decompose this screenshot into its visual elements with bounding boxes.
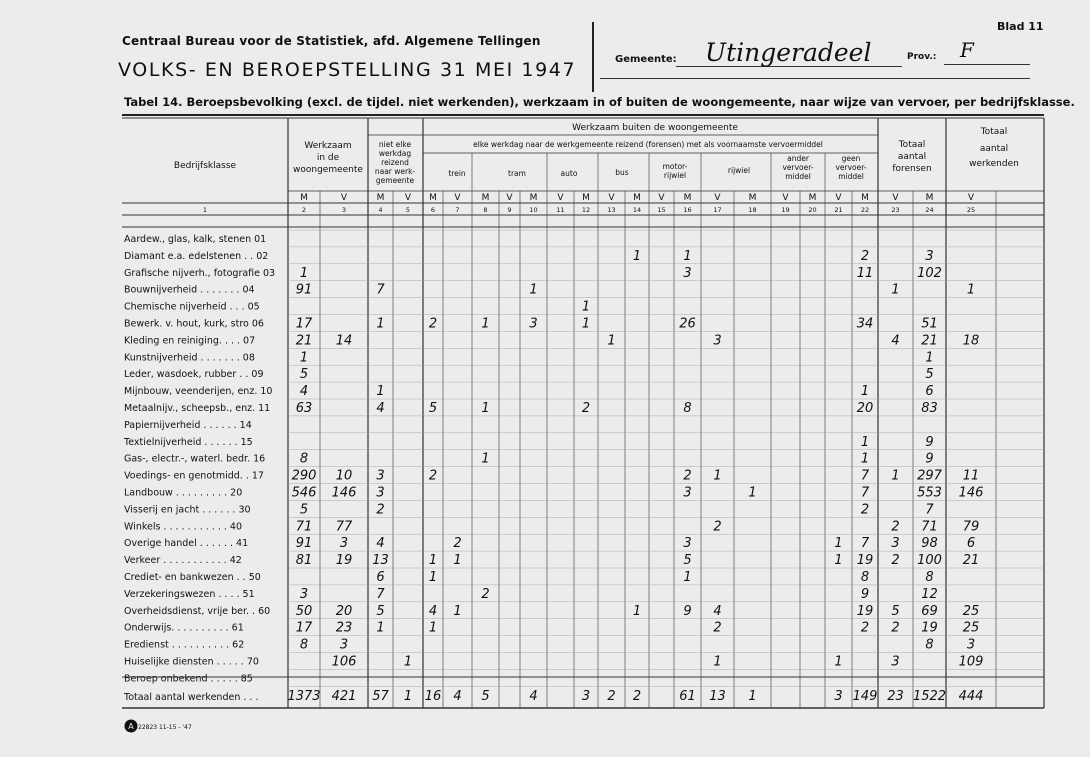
handwritten-cell: 3 [376,468,385,484]
handwritten-cell: 69 [921,603,938,619]
handwritten-cell: 1 [481,401,490,416]
header-totaal-werkenden-3: werkenden [969,159,1019,169]
gemeente-value: Utingeradeel [705,38,872,67]
total-cell: 5 [481,689,490,704]
header-niet-elke-5: gemeente [375,176,415,185]
total-cell: 4 [529,689,538,704]
handwritten-cell: 146 [331,485,357,501]
row-label: Verkeer . . . . . . . . . . . 42 [124,555,242,567]
handwritten-cell: 546 [291,485,317,501]
handwritten-cell: 1 [299,350,309,366]
handwritten-cell: 1 [632,603,642,619]
handwritten-cell: 1 [834,536,843,552]
row-label: Kleding en reiniging. . . . 07 [124,335,256,347]
row-label: Chemische nijverheid . . . 05 [124,301,260,313]
handwritten-cell: 6 [376,570,385,585]
row-label: Verzekeringswezen . . . . 51 [124,588,255,600]
handwritten-cell: 5 [683,553,692,569]
column-number: 16 [683,206,692,214]
handwritten-cell: 19 [856,553,874,569]
handwritten-cell: 3 [713,333,722,349]
handwritten-cell: 3 [376,485,385,501]
handwritten-cell: 1 [683,570,692,585]
row-label: Bewerk. v. hout, kurk, stro 06 [124,318,264,330]
handwritten-cell: 1 [860,451,870,467]
handwritten-cell: 1 [428,620,438,636]
column-number: 5 [405,206,411,214]
handwritten-cell: 3 [925,248,934,264]
handwritten-cell: 2 [891,553,900,569]
header-ander-3: middel [785,172,811,181]
handwritten-cell: 71 [921,519,938,535]
column-number: 17 [713,206,722,214]
handwritten-cell: 1 [481,316,490,332]
handwritten-cell: 3 [339,536,349,552]
form-title: VOLKS- EN BEROEPSTELLING 31 MEI 1947 [118,59,577,81]
handwritten-cell: 79 [962,519,980,535]
total-cell: 61 [679,689,696,704]
handwritten-cell: 4 [891,333,900,349]
column-number: 13 [607,206,616,214]
header-totaal-forensen-1: Totaal [898,140,926,150]
handwritten-cell: 91 [295,282,313,298]
handwritten-cell: 1 [299,265,309,281]
handwritten-cell: 1 [966,282,976,298]
handwritten-cell: 2 [891,620,900,636]
handwritten-cell: 17 [295,316,313,332]
province-label: Prov.: [907,52,937,62]
handwritten-cell: 1 [713,654,722,670]
handwritten-cell: 19 [921,620,938,636]
column-number: 4 [378,206,383,214]
handwritten-cell: 9 [860,586,870,602]
handwritten-cell: 3 [891,654,900,670]
handwritten-cell: 146 [958,485,984,501]
row-label: Gas-, electr.-, waterl. bedr. 16 [124,453,266,465]
handwritten-cell: 1 [376,384,385,400]
header-ander-1: ander [787,154,809,163]
handwritten-cell: 25 [962,603,980,619]
header-geen-1: geen [841,154,861,163]
handwritten-cell: 2 [860,502,870,518]
handwritten-cell: 1 [529,282,538,298]
column-number: 12 [581,206,591,214]
mv-label: V [835,193,842,203]
row-label: Aardew., glas, kalk, stenen 01 [124,234,267,245]
total-cell: 23 [887,689,904,704]
handwritten-cell: 5 [925,367,934,383]
handwritten-cell: 8 [299,451,309,467]
handwritten-cell: 1 [403,654,413,670]
handwritten-cell: 109 [958,654,984,670]
handwritten-cell: 1 [860,384,870,400]
header-niet-elke-1: niet elke [378,140,412,149]
row-label: Metaalnijv., scheepsb., enz. 11 [124,403,271,414]
handwritten-cell: 3 [339,637,349,653]
row-label: Diamant e.a. edelstenen . . 02 [124,250,269,262]
handwritten-cell: 1 [860,434,870,450]
row-label: Leder, wasdoek, rubber . . 09 [124,369,264,381]
mv-label: V [506,193,513,203]
handwritten-cell: 1 [607,333,616,349]
handwritten-cell: 4 [299,384,309,400]
handwritten-cell: 4 [376,401,385,416]
handwritten-cell: 8 [683,401,692,416]
header-niet-elke-2: werkdag [378,149,412,158]
form-print-code: 22823 11-15 - '47 [138,724,192,731]
handwritten-cell: 7 [376,282,385,298]
handwritten-cell: 1 [581,299,591,315]
row-label: Eredienst . . . . . . . . . . 62 [124,639,245,651]
handwritten-cell: 102 [917,265,942,281]
handwritten-cell: 9 [683,603,692,619]
handwritten-cell: 3 [683,265,692,281]
handwritten-cell: 17 [295,620,313,636]
handwritten-cell: 98 [921,536,938,552]
handwritten-cell: 5 [299,502,309,518]
handwritten-cell: 10 [335,468,353,484]
column-number: 24 [925,206,934,214]
handwritten-cell: 5 [428,401,438,416]
handwritten-cell: 2 [713,620,722,636]
handwritten-cell: 18 [962,333,980,349]
column-number: 25 [966,206,976,214]
column-number: 20 [808,206,817,214]
row-labels [123,234,275,703]
total-cell: 3 [834,689,843,704]
row-label: Overheidsdienst, vrije ber. . 60 [124,605,271,617]
handwritten-cell: 8 [925,570,934,585]
handwritten-cell: 6 [966,536,976,552]
handwritten-cell: 19 [856,603,874,619]
row-label: Voedings- en genotmidd. . 17 [124,470,264,482]
header-bus: bus [615,168,629,177]
handwritten-cell: 2 [860,620,870,636]
header-niet-elke-3: reizend [381,158,409,167]
row-label: Winkels . . . . . . . . . . . 40 [124,521,242,533]
handwritten-cell: 1 [834,553,843,569]
handwritten-cell: 11 [856,265,874,281]
mv-label: M [429,193,437,203]
header-totaal-forensen-3: forensen [892,164,932,174]
column-number-row [203,206,975,214]
handwritten-cell: 2 [428,468,438,484]
handwritten-cell: 21 [295,333,313,349]
mv-header-row [300,193,975,203]
handwritten-cell: 9 [925,451,934,467]
handwritten-cell: 1 [376,620,385,636]
column-number: 7 [455,206,460,214]
table-caption: Tabel 14. Beroepsbevolking (excl. de tijdel. niet werkenden), werkzaam in of buiten de woongemeente, naar wijze van vervoer, per bedrijfsklasse. [124,95,1075,109]
handwritten-cell: 1 [891,282,900,298]
handwritten-cell: 553 [917,485,942,501]
handwritten-cell: 9 [925,434,934,450]
row-label: Mijnbouw, veenderijen, enz. 10 [124,386,273,398]
column-number: 11 [556,206,565,214]
handwritten-cell: 2 [713,519,722,535]
handwritten-cell: 7 [860,468,870,484]
mv-label: V [714,193,721,203]
header-totaal-werkenden-1: Totaal [980,127,1008,137]
handwritten-cell: 1 [376,316,385,332]
header-bedrijfsklasse: Bedrijfsklasse [173,161,237,171]
handwritten-cell: 2 [376,502,385,518]
total-cell: 4 [453,689,462,704]
handwritten-cell: 3 [891,536,900,552]
header-trein: trein [448,169,466,178]
handwritten-cell: 2 [481,586,490,602]
handwritten-cell: 297 [917,468,942,484]
mv-label: V [608,193,615,203]
header-werkzaam-in-2: in de [316,153,340,163]
handwritten-cell: 1 [428,553,438,569]
handwritten-cell: 1 [834,654,843,670]
handwritten-cell: 11 [962,468,980,484]
handwritten-cell: 23 [335,620,353,636]
handwritten-cell: 1 [581,316,591,332]
handwritten-cell: 12 [921,586,938,602]
mv-label: V [340,193,348,203]
header-totaal-forensen-2: aantal [897,152,927,162]
handwritten-cell: 1 [453,603,462,619]
handwritten-cell: 1 [683,248,692,264]
mv-label: V [658,193,665,203]
handwritten-cell: 34 [856,316,874,332]
handwritten-cell: 1 [632,248,642,264]
handwritten-cell: 20 [856,401,874,416]
handwritten-cell: 20 [335,603,353,619]
header-geen-3: middel [838,172,864,181]
handwritten-cell: 7 [860,485,870,501]
row-label: Papiernijverheid . . . . . . 14 [124,419,252,431]
handwritten-cell: 3 [683,485,692,501]
mv-label: V [967,193,975,203]
mv-label: M [300,193,308,203]
handwritten-cell: 1 [713,468,722,484]
row-label: Textielnijverheid . . . . . . 15 [124,436,253,448]
handwritten-cell: 4 [376,536,385,552]
column-number: 22 [860,206,870,214]
handwritten-cell: 83 [921,401,938,416]
column-number: 23 [891,206,900,214]
header-motor-2: rijwiel [663,171,687,180]
handwritten-cell: 2 [891,519,900,535]
column-number: 10 [529,206,538,214]
handwritten-cell: 3 [966,637,976,653]
row-label: Grafische nijverh., fotografie 03 [124,267,276,279]
column-number: 9 [507,206,512,214]
mv-label: M [925,193,934,203]
sheet-number: Blad 11 [997,20,1044,33]
column-number: 21 [834,206,843,214]
handwritten-cell: 8 [860,570,870,585]
header-motor-1: motor- [662,162,688,171]
handwritten-cell: 100 [917,553,942,569]
mv-label: M [748,193,757,203]
column-number: 6 [430,206,436,214]
row-label: Crediet- en bankwezen . . 50 [124,572,261,583]
total-cell: 421 [331,689,357,704]
total-cell: 1 [748,689,757,704]
handwritten-cell: 106 [331,654,357,670]
mv-label: M [683,193,692,203]
handwritten-cell: 3 [529,316,538,332]
row-label: Kunstnijverheid . . . . . . . 08 [124,352,255,364]
mv-label: V [557,193,564,203]
handwritten-cell: 1 [925,350,934,366]
row-label: Overige handel . . . . . . 41 [124,538,249,550]
bureau-name: Centraal Bureau voor de Statistiek, afd. Algemene Tellingen [122,34,541,48]
column-number: 19 [781,206,790,214]
row-label: Huiselijke diensten . . . . . 70 [124,656,259,668]
printer-mark-icon [124,719,138,733]
handwritten-cell: 26 [679,316,696,332]
total-cell: 1522 [912,689,947,704]
header-rijwiel: rijwiel [727,166,751,175]
total-cell: 2 [607,689,616,704]
mv-label: M [861,193,869,203]
total-cell: 3 [581,689,591,704]
row-label: Visserij en jacht . . . . . . 30 [124,504,251,516]
gemeente-label: Gemeente: [615,54,677,65]
handwritten-cell: 6 [925,384,934,400]
header-totaal-werkenden-2: aantal [979,144,1009,154]
header-werkzaam-in-3: woongemeente [293,165,363,175]
handwritten-cell: 81 [295,553,313,569]
mv-label: V [782,193,789,203]
handwritten-cell: 2 [428,316,438,332]
total-cell: 16 [424,689,442,704]
header-niet-elke-4: naar werk- [374,167,416,176]
header-werkzaam-in-1: Werkzaam [304,141,352,151]
total-cell: 1373 [287,689,321,704]
handwritten-cell: 51 [921,316,938,332]
handwritten-cell: 1 [481,451,490,467]
mv-label: M [376,193,385,203]
column-number: 14 [632,206,642,214]
handwritten-cell: 1 [891,468,900,484]
handwritten-cell: 25 [962,620,980,636]
header-elke-werkdag: elke werkdag naar de werkgemeente reizend (forensen) met als voornaamste vervoermiddel [473,140,823,149]
handwritten-cell: 5 [299,367,309,383]
column-number: 18 [748,206,757,214]
total-cell: 444 [958,689,984,704]
row-label: Landbouw . . . . . . . . . 20 [124,487,243,499]
handwritten-cell: 8 [925,637,934,653]
handwritten-cell: 2 [683,468,692,484]
handwritten-cell: 14 [335,333,353,349]
handwritten-cell: 1 [453,553,462,569]
handwritten-cell: 19 [335,553,353,569]
mv-label: V [404,193,412,203]
handwritten-cell: 3 [299,586,309,602]
mv-label: M [582,193,590,203]
row-label: Beroep onbekend . . . . . 85 [124,673,253,685]
handwritten-cell: 7 [860,536,870,552]
handwritten-cell: 21 [962,553,980,569]
mv-label: M [481,193,490,203]
handwritten-cell: 1 [748,485,757,501]
handwritten-cell: 4 [428,603,438,619]
handwritten-cell: 5 [891,603,900,619]
mv-label: V [454,193,461,203]
svg-text:A: A [128,722,134,731]
header-tram: tram [508,169,526,178]
handwritten-cell: 8 [299,637,309,653]
handwritten-cell: 7 [925,502,934,518]
column-number: 15 [657,206,666,214]
handwritten-cell: 2 [581,401,591,416]
row-label: Onderwijs. . . . . . . . . . 61 [124,622,244,634]
handwritten-cell: 4 [713,603,722,619]
mv-label: M [529,193,538,203]
mv-label: M [808,193,817,203]
handwritten-cell: 2 [453,536,462,552]
total-cell: 1 [403,689,413,704]
mv-label: V [892,193,899,203]
column-number: 2 [301,206,307,214]
totals-label: Totaal aantal werkenden . . . [124,692,259,703]
column-number: 3 [341,206,347,214]
header-ander-2: vervoer- [782,163,814,172]
handwritten-cell: 91 [295,536,313,552]
total-cell: 2 [632,689,642,704]
handwritten-cell: 21 [921,333,938,349]
column-number: 1 [202,206,208,214]
total-cell: 149 [852,689,878,704]
handwritten-cell: 50 [295,603,313,619]
total-cell: 13 [709,689,726,704]
handwritten-cell: 1 [428,570,438,585]
handwritten-cell: 290 [291,468,317,484]
column-number: 8 [483,206,488,214]
handwritten-cell: 77 [335,519,353,535]
handwritten-cell: 3 [683,536,692,552]
header-geen-2: vervoer- [835,163,867,172]
handwritten-cell: 5 [376,603,385,619]
mv-label: M [633,193,641,203]
handwritten-cell: 71 [295,519,313,535]
handwritten-cell: 2 [860,248,870,264]
handwritten-cell: 13 [372,553,389,569]
handwritten-cell: 63 [295,401,313,416]
header-werkzaam-buiten: Werkzaam buiten de woongemeente [572,123,738,133]
total-cell: 57 [372,689,389,704]
province-value: F [960,38,974,62]
header-auto: auto [560,169,578,178]
row-label: Bouwnijverheid . . . . . . . 04 [124,284,255,296]
handwritten-cell: 7 [376,586,385,602]
